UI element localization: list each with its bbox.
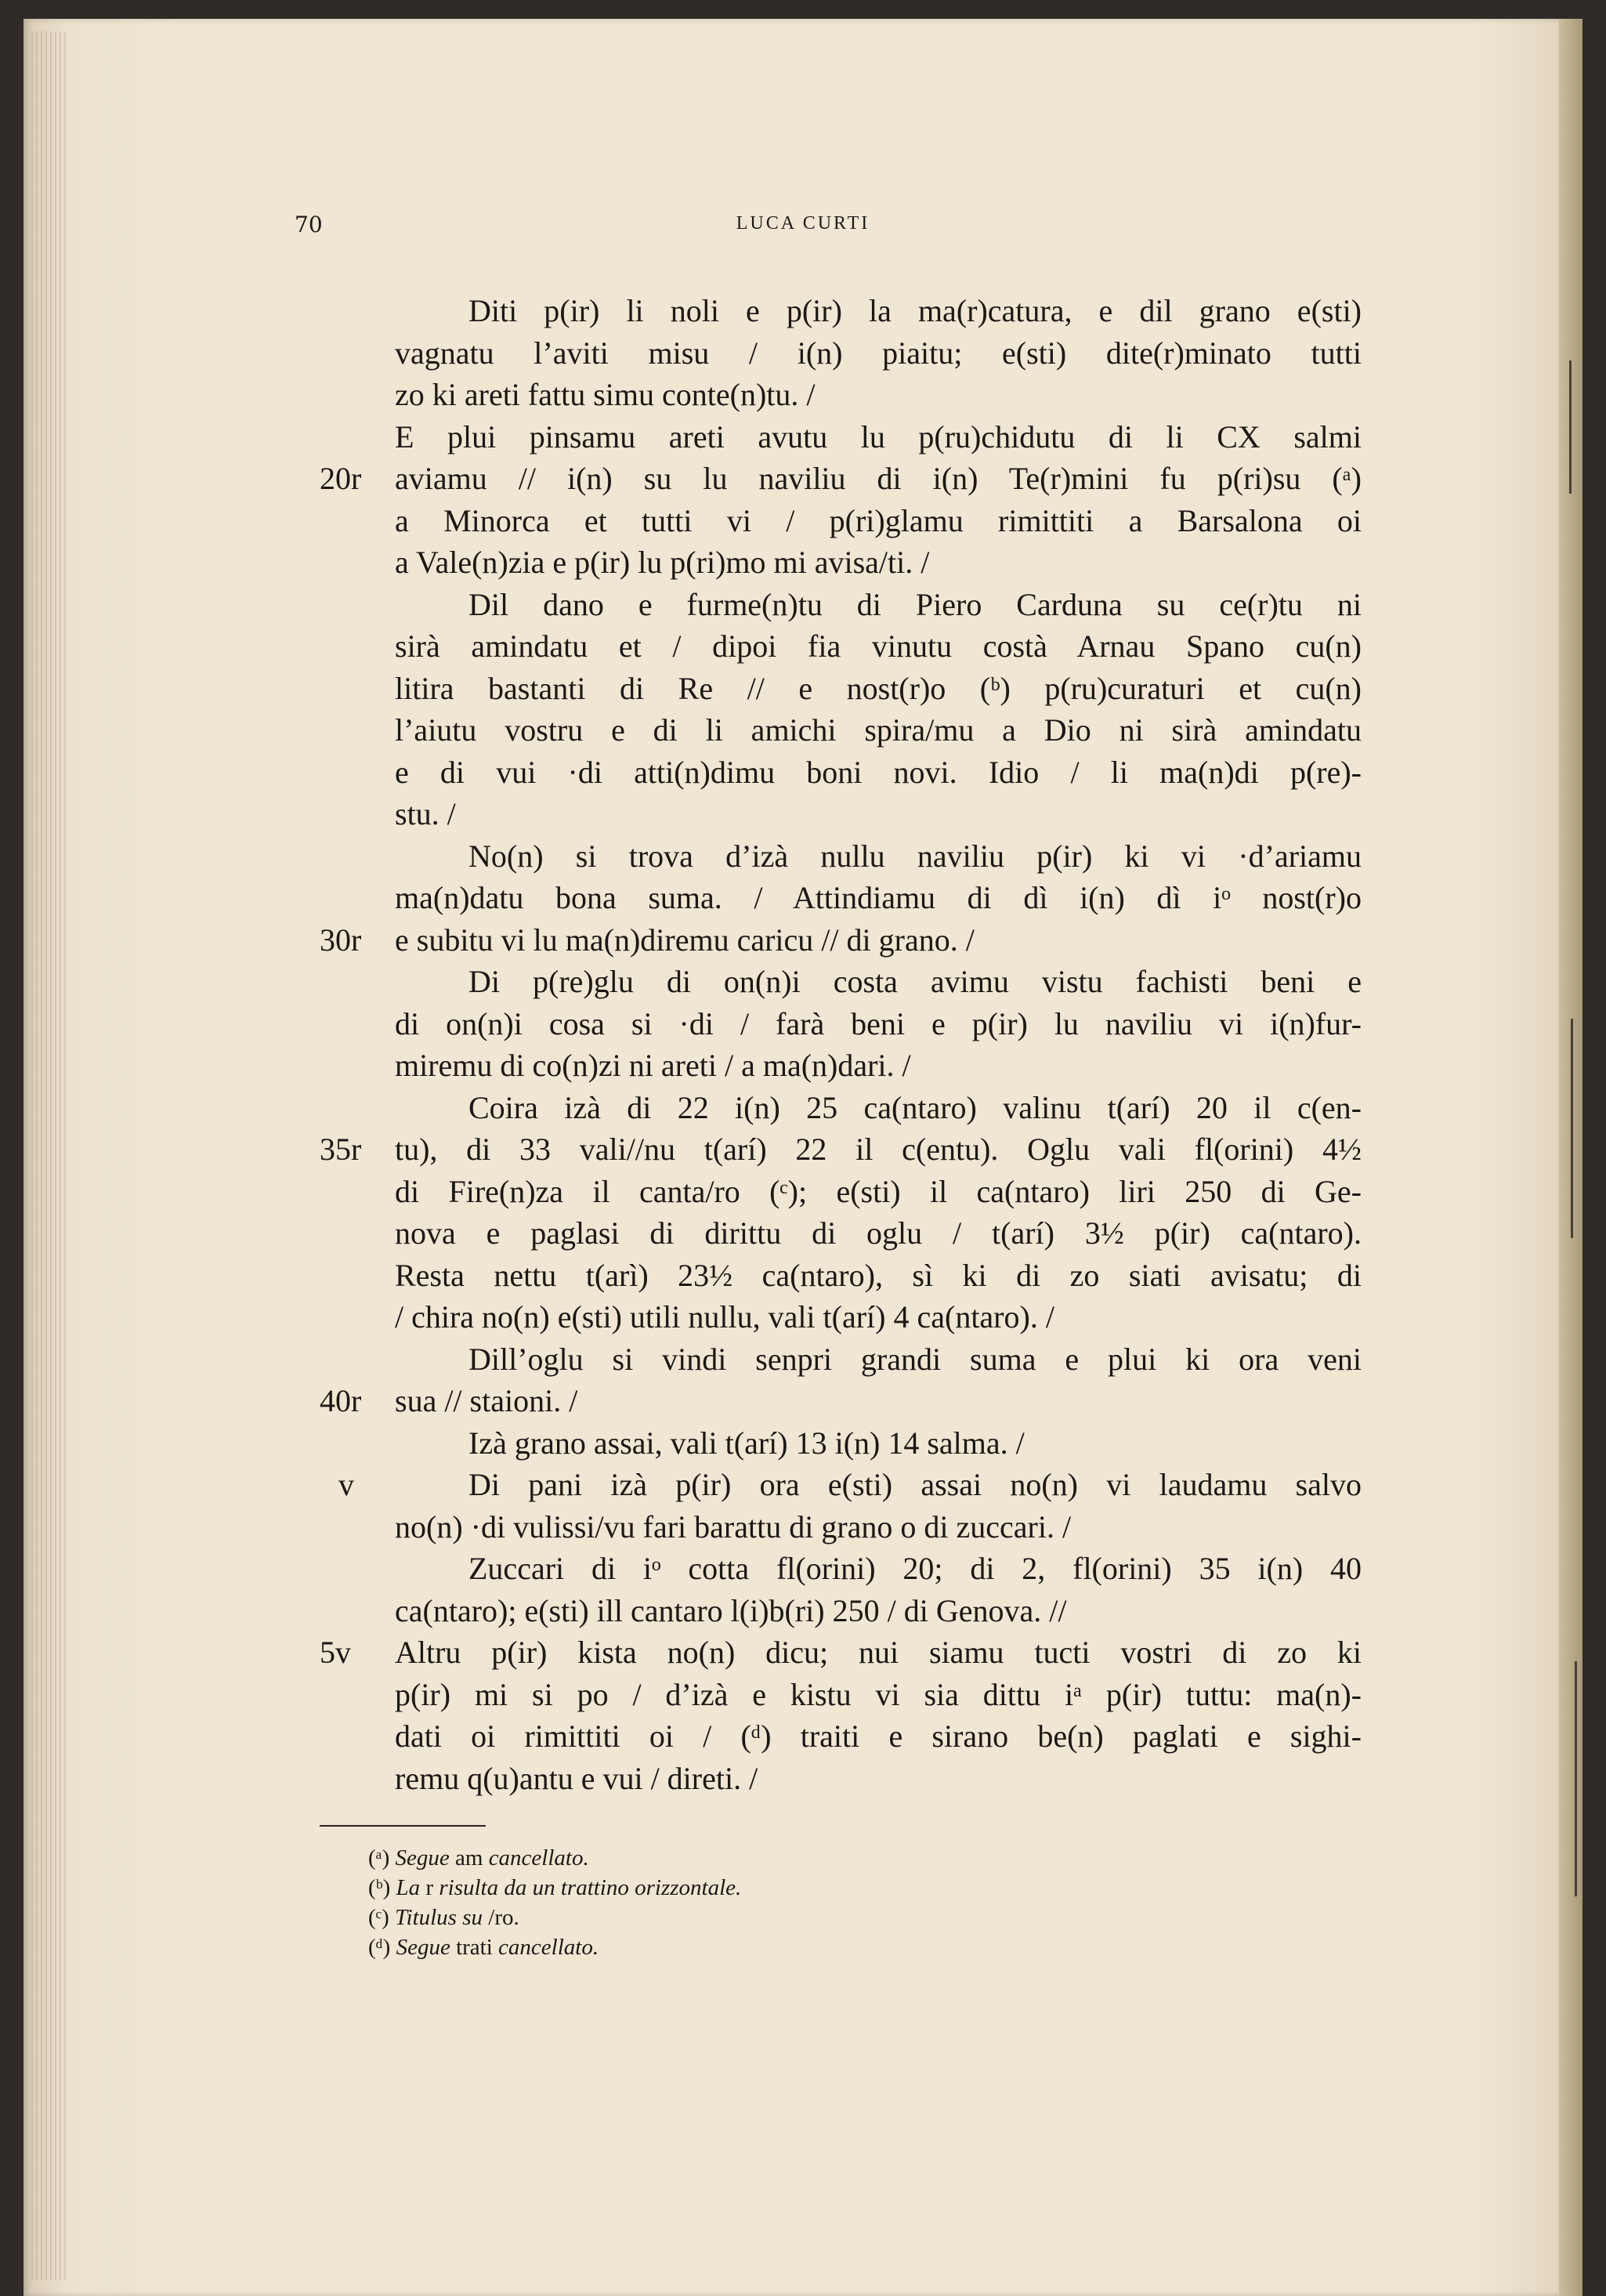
line-text: E plui pinsamu areti avutu lu p(ru)chidutu di li CX salmi [395,418,1362,454]
footnote-rule [320,1825,486,1827]
line-text: e di vui ·di atti(n)dimu boni novi. Idio / li ma(n)di p(re)- [395,754,1362,790]
text-line [395,1255,1362,1297]
line-text: zo ki areti fattu simu conte(n)tu. / [395,377,816,412]
footnote-text: r [420,1875,439,1900]
text-line [395,1674,1362,1716]
line-text: stu. / [395,796,456,831]
text-line [395,1045,1362,1087]
line-text: No(n) si trova d’izà nullu naviliu p(ir) ki vi ·d’ariamu [468,838,1362,874]
text-line [395,541,1362,584]
line-text: Diti p(ir) li noli e p(ir) la ma(r)catura, e dil grano e(sti) [468,293,1362,328]
line-text: l’aiutu vostru e di li amichi spira/mu a Dio ni sirà amindatu [395,712,1362,748]
line-text: / chira no(n) e(sti) utili nullu, vali t(arí) 4 ca(ntaro). / [395,1299,1054,1335]
text-line [395,290,1362,332]
line-text: litira bastanti di Re // e nost(r)o (ᵇ) p(ru)curaturi et cu(n) [395,670,1362,706]
text-line [395,835,1362,878]
text-line [395,668,1362,710]
line-text: miremu di co(n)zi ni areti / a ma(n)dari. / [395,1048,911,1083]
footnote-mark: (ᵈ) [368,1935,391,1960]
line-text: Resta nettu t(arì) 23½ ca(ntaro), sì ki di zo siati avisatu; di [395,1257,1362,1293]
text-line [320,458,1362,500]
text-line [395,1758,1362,1800]
footnote [368,1932,1308,1962]
text-line [338,1464,1362,1506]
folio-marker: 40r [320,1383,362,1418]
line-text: a Vale(n)zia e p(ir) lu p(ri)mo mi avisa/ti. / [395,545,930,580]
footnote [368,1873,1308,1903]
text-line [395,416,1362,458]
line-text: ca(ntaro); e(sti) ill cantaro l(i)b(ri) 250 / di Genova. // [395,1592,1067,1628]
footnote-text: cancellato. [498,1935,599,1960]
line-text: Coira izà di 22 i(n) 25 ca(ntaro) valinu t(arí) 20 il c(en- [468,1089,1362,1125]
text-line [395,1212,1362,1255]
text-line [320,1128,1362,1171]
text-line [395,961,1362,1003]
line-text: e subitu vi lu ma(n)diremu caricu // di grano. / [395,922,975,958]
running-head: LUCA CURTI [736,213,870,234]
pencil-mark [1569,360,1572,494]
line-text: Altru p(ir) kista no(n) dicu; nui siamu tucti vostri di zo ki [395,1635,1362,1670]
text-line [395,1087,1362,1129]
transcription-body [320,290,1362,1799]
text-line [395,584,1362,626]
line-text: dati oi rimittiti oi / (ᵈ) traiti e sirano be(n) paglati e sighi- [395,1718,1362,1754]
line-text: aviamu // i(n) su lu naviliu di i(n) Te(r)mini fu p(ri)su (ᵃ) [395,461,1362,496]
text-line [320,1631,1362,1674]
page-number: 70 [295,212,323,237]
text-line [395,1422,1362,1465]
text-line [395,332,1362,375]
text-line [395,1338,1362,1381]
text-line [320,1380,1362,1422]
folio-marker: 30r [320,922,362,958]
text-line [395,1548,1362,1590]
page-header [0,212,1606,243]
footnote-text: Titulus su [394,1905,483,1930]
text-line [395,751,1362,794]
footnote [368,1903,1308,1932]
folio-marker: v [338,1467,354,1502]
footnote-text: Segue [395,1845,450,1870]
footnote-mark: (ᵇ) [368,1875,391,1900]
line-text: nova e paglasi di dirittu di oglu / t(arí) 3½ p(ir) ca(ntaro). [395,1215,1362,1251]
text-line [320,919,1362,961]
footnote-mark: (ᶜ) [368,1905,389,1930]
line-text: no(n) ·di vulissi/vu fari barattu di grano o di zuccari. / [395,1508,1072,1545]
text-line [395,625,1362,668]
page-edges [31,31,67,2280]
line-text: a Minorca et tutti vi / p(ri)glamu rimittiti a Barsalona oi [395,502,1362,538]
footnotes [368,1843,1308,1962]
line-text: ma(n)datu bona suma. / Attindiamu di dì i(n) dì iᵒ nost(r)o [395,880,1362,915]
text-line [395,1715,1362,1758]
pencil-mark [1575,1661,1577,1896]
line-text: Dill’oglu si vindi senpri grandi suma e plui ki ora veni [468,1341,1362,1377]
footnote-text: Segue [396,1935,450,1960]
text-line [395,709,1362,751]
footnote [368,1843,1308,1873]
text-line [395,1590,1362,1632]
text-line [395,793,1362,835]
folio-marker: 5v [320,1635,351,1670]
text-line [395,1171,1362,1213]
line-text: Dil dano e furme(n)tu di Piero Carduna su ce(r)tu ni [468,586,1362,622]
line-text: sua // staioni. / [395,1383,578,1418]
line-text: Izà grano assai, vali t(arí) 13 i(n) 14 salma. / [468,1425,1025,1461]
line-text: remu q(u)antu e vui / direti. / [395,1760,758,1796]
line-text: Zuccari di iᵒ cotta fl(orini) 20; di 2, fl(orini) 35 i(n) 40 [468,1551,1362,1586]
line-text: p(ir) mi si po / d’izà e kistu vi sia dittu iᵃ p(ir) tuttu: ma(n)- [395,1676,1362,1712]
line-text: di on(n)i cosa si ·di / farà beni e p(ir) lu naviliu vi i(n)fur- [395,1005,1362,1041]
text-line [395,500,1362,542]
line-text: tu), di 33 vali//nu t(arí) 22 il c(entu). Oglu vali fl(orini) 4½ [395,1132,1362,1167]
line-text: di Fire(n)za il canta/ro (ᶜ); e(sti) il ca(ntaro) liri 250 di Ge- [395,1173,1362,1209]
line-text: vagnatu l’aviti misu / i(n) piaitu; e(sti) dite(r)minato tutti [395,335,1362,371]
folio-marker: 35r [320,1132,362,1167]
footnote-mark: (ᵃ) [368,1845,390,1870]
line-text: Di p(re)glu di on(n)i costa avimu vistu fachisti beni e [468,964,1362,999]
line-text: sirà amindatu et / dipoi fia vinutu costà Arnau Spano cu(n) [395,628,1362,664]
footnote-text: trati [450,1935,499,1960]
text-line [395,1003,1362,1045]
footnote-text: risulta da un trattino orizzontale. [439,1875,742,1900]
line-text: Di pani izà p(ir) ora e(sti) assai no(n) vi laudamu salvo [468,1467,1362,1502]
footnote-text: La [396,1875,421,1900]
footnote-text: am [449,1845,489,1870]
text-line [395,877,1362,919]
footnote-text: /ro. [483,1905,519,1930]
text-line [395,1296,1362,1338]
text-line [395,1506,1362,1548]
text-line [395,374,1362,416]
folio-marker: 20r [320,461,362,496]
pencil-mark [1571,1019,1573,1238]
footnote-text: cancellato. [488,1845,589,1870]
